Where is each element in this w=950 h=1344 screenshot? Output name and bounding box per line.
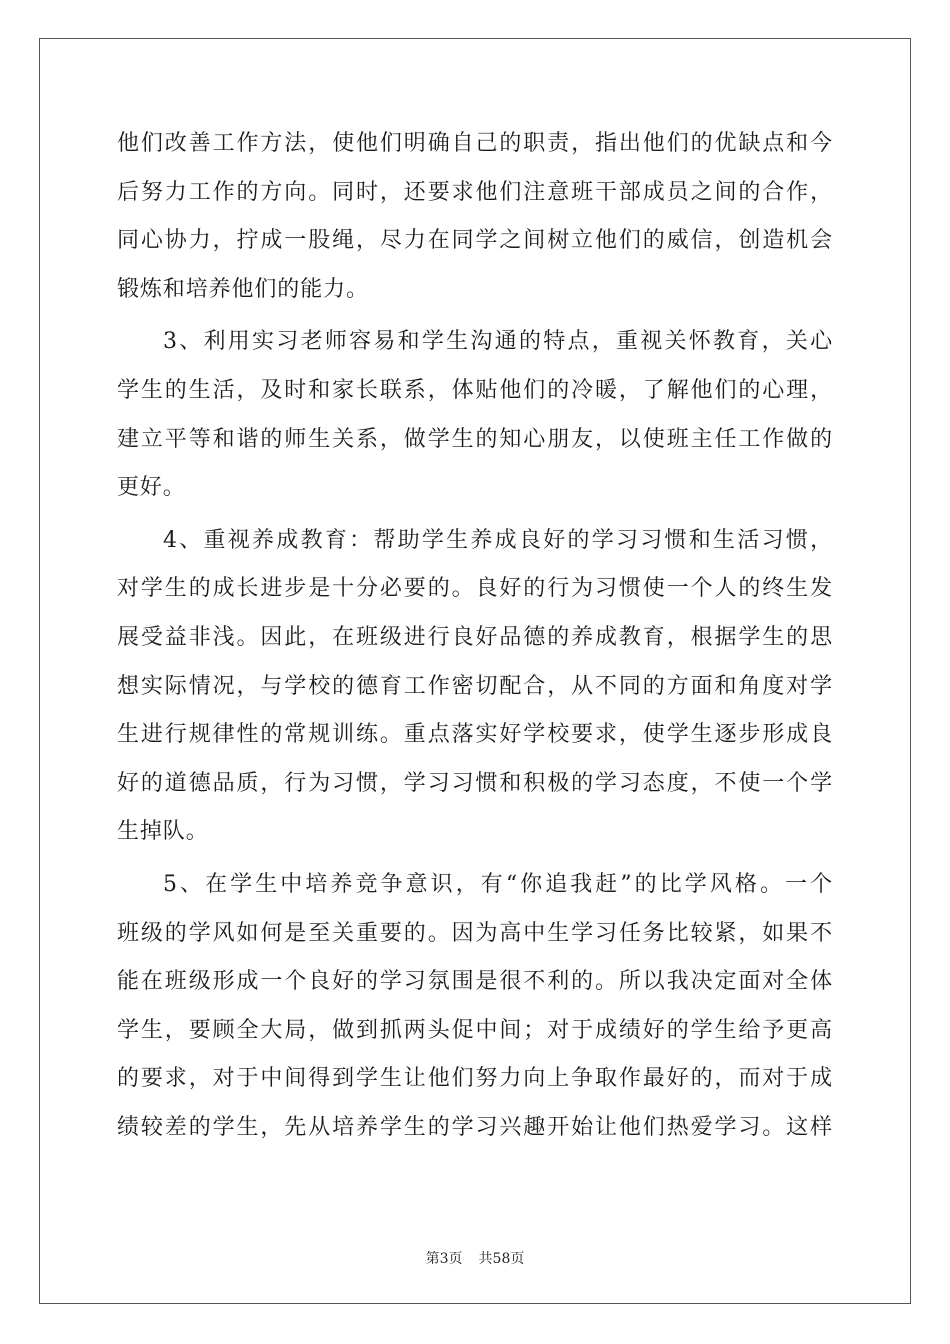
document-body (117, 120, 833, 1152)
text-line: 班级的学风如何是至关重要的。因为高中生学习任务比较紧，如果不 (117, 920, 833, 946)
page-total: 共58页 (478, 1251, 525, 1267)
text-line: 展受益非浅。因此，在班级进行良好品德的养成教育，根据学生的思 (117, 624, 833, 650)
text-line: 同心协力，拧成一股绳，尽力在同学之间树立他们的威信，创造机会 (117, 228, 833, 254)
paragraph-2 (117, 318, 833, 512)
text-line: 绩较差的学生，先从培养学生的学习兴趣开始让他们热爱学习。这样 (117, 1114, 833, 1140)
text-line: 的要求，对于中间得到学生让他们努力向上争取作最好的，而对于成 (117, 1066, 833, 1092)
text-line: 3、利用实习老师容易和学生沟通的特点，重视关怀教育，关心 (163, 329, 833, 355)
text-line: 能在班级形成一个良好的学习氛围是很不利的。所以我决定面对全体 (117, 969, 833, 995)
text-line: 生掉队。 (117, 819, 209, 845)
text-line: 锻炼和培养他们的能力。 (117, 276, 369, 302)
text-line: 想实际情况，与学校的德育工作密切配合，从不同的方面和角度对学 (117, 673, 833, 699)
text-line: 建立平等和谐的师生关系，做学生的知心朋友，以使班主任工作做的 (117, 426, 833, 452)
text-line: 学生，要顾全大局，做到抓两头促中间；对于成绩好的学生给予更高 (117, 1017, 833, 1043)
text-line: 好的道德品质，行为习惯，学习习惯和积极的学习态度，不使一个学 (117, 770, 833, 796)
paragraph-3 (117, 517, 833, 857)
text-line: 4、重视养成教育：帮助学生养成良好的学习习惯和生活习惯， (163, 527, 833, 553)
text-line: 更好。 (117, 475, 186, 501)
paragraph-4 (117, 861, 833, 1153)
text-line: 学生的生活，及时和家长联系，体贴他们的冷暖，了解他们的心理， (117, 377, 833, 403)
page-number: 第3页 (425, 1251, 463, 1267)
text-line: 对学生的成长进步是十分必要的。良好的行为习惯使一个人的终生发 (117, 576, 833, 602)
text-line: 他们改善工作方法，使他们明确自己的职责，指出他们的优缺点和今 (117, 131, 833, 156)
text-line: 5、在学生中培养竞争意识，有“你追我赶”的比学风格。一个 (163, 871, 833, 897)
page-footer (0, 1248, 950, 1268)
text-line: 后努力工作的方向。同时，还要求他们注意班干部成员之间的合作， (117, 179, 833, 205)
paragraph-1 (117, 120, 833, 314)
text-line: 生进行规律性的常规训练。重点落实好学校要求，使学生逐步形成良 (117, 722, 833, 748)
